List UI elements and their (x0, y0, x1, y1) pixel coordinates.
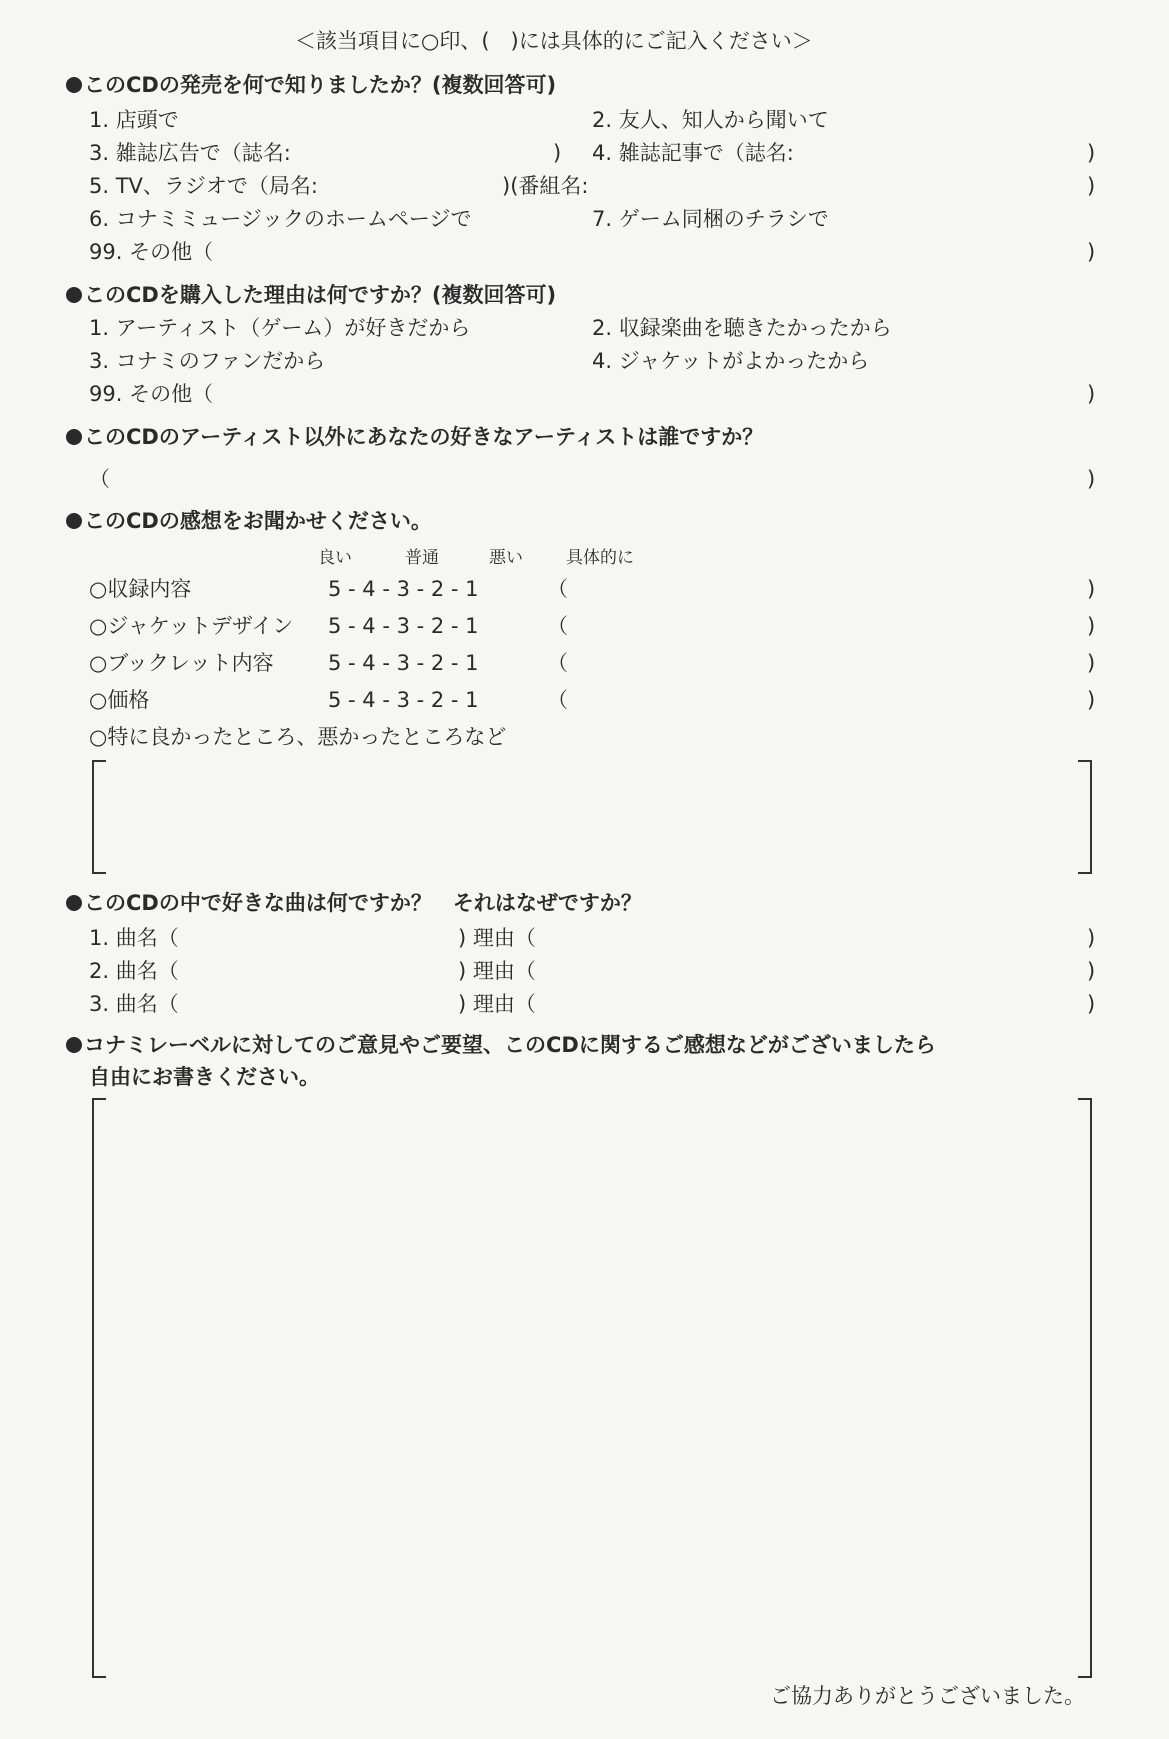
q6-title-line2: 自由にお書きください。 (89, 1065, 320, 1089)
song-reason-field[interactable]: ) 理由（ (458, 959, 536, 983)
q1-option-5-program: )(番組名: (502, 174, 589, 198)
scale-label-normal: 普通 (405, 548, 439, 568)
song-name-field[interactable]: 1. 曲名（ (89, 926, 179, 950)
close-paren: ) (1087, 959, 1096, 983)
bullet-icon (66, 429, 82, 445)
q1-option-7[interactable]: 7. ゲーム同梱のチラシで (592, 207, 829, 231)
rating-scale[interactable]: 5 - 4 - 3 - 2 - 1 (328, 651, 479, 675)
q5-title: このCDの中で好きな曲は何ですか？ それはなぜですか？ (66, 890, 642, 916)
header-instructions: ＜該当項目に○印、( )には具体的にご記入ください＞ (295, 29, 813, 53)
q1-option-1[interactable]: 1. 店頭で (89, 108, 179, 132)
close-paren: ) (1087, 992, 1096, 1016)
q1-option-99[interactable]: 99. その他（ (89, 240, 214, 264)
bullet-icon (66, 287, 82, 303)
q1-option-3[interactable]: 3. 雑誌広告で（誌名: (89, 141, 291, 165)
q4-title: このCDの感想をお聞かせください。 (66, 508, 432, 534)
rating-scale[interactable]: 5 - 4 - 3 - 2 - 1 (328, 577, 479, 601)
q1-title: このCDの発売を何で知りましたか？(複数回答可) (66, 72, 556, 98)
free-comment-label: ○特に良かったところ、悪かったところなど (89, 725, 507, 749)
song-reason-field[interactable]: ) 理由（ (458, 992, 536, 1016)
q3-title: このCDのアーティスト以外にあなたの好きなアーティストは誰ですか？ (66, 424, 763, 450)
rating-comment-field[interactable]: （ (547, 688, 568, 712)
q1-option-6[interactable]: 6. コナミミュージックのホームページで (89, 207, 472, 231)
q6-title: コナミレーベルに対してのご意見やご要望、このCDに関するご感想などがございましたら (66, 1032, 936, 1058)
q1-option-2[interactable]: 2. 友人、知人から聞いて (592, 108, 829, 132)
q1-option-5[interactable]: 5. TV、ラジオで（局名: (89, 174, 318, 198)
feedback-free-area[interactable] (104, 1098, 1084, 1674)
thank-you-message: ご協力ありがとうございました。 (770, 1684, 1085, 1708)
rating-scale[interactable]: 5 - 4 - 3 - 2 - 1 (328, 688, 479, 712)
close-paren: ) (1087, 240, 1096, 264)
close-paren: ) (1087, 467, 1096, 491)
comment-box-right-bracket (1078, 760, 1092, 874)
rating-scale[interactable]: 5 - 4 - 3 - 2 - 1 (328, 614, 479, 638)
q2-option-3[interactable]: 3. コナミのファンだから (89, 349, 326, 373)
bullet-icon (66, 895, 82, 911)
feedback-box-right-bracket (1078, 1098, 1092, 1678)
bullet-icon (66, 1037, 82, 1053)
scale-label-specific: 具体的に (566, 548, 634, 568)
scale-label-bad: 悪い (489, 548, 523, 568)
close-paren: ) (1087, 577, 1096, 601)
close-paren: ) (1087, 926, 1096, 950)
song-name-field[interactable]: 2. 曲名（ (89, 959, 179, 983)
q2-option-4[interactable]: 4. ジャケットがよかったから (592, 349, 870, 373)
close-paren: ) (1087, 688, 1096, 712)
close-paren: ) (1087, 141, 1096, 165)
close-paren: ) (553, 141, 562, 165)
q2-option-2[interactable]: 2. 収録楽曲を聴きたかったから (592, 316, 892, 340)
q2-option-1[interactable]: 1. アーティスト（ゲーム）が好きだから (89, 316, 471, 340)
close-paren: ) (1087, 651, 1096, 675)
rating-row-label: ○価格 (89, 688, 150, 712)
rating-row-label: ○ブックレット内容 (89, 651, 274, 675)
scale-label-good: 良い (318, 548, 352, 568)
song-name-field[interactable]: 3. 曲名（ (89, 992, 179, 1016)
close-paren: ) (1087, 382, 1096, 406)
close-paren: ) (1087, 614, 1096, 638)
rating-comment-field[interactable]: （ (547, 614, 568, 638)
q2-option-99[interactable]: 99. その他（ (89, 382, 214, 406)
close-paren: ) (1087, 174, 1096, 198)
rating-row-label: ○収録内容 (89, 577, 192, 601)
free-comment-area[interactable] (104, 760, 1084, 870)
rating-comment-field[interactable]: （ (547, 651, 568, 675)
q1-option-4[interactable]: 4. 雑誌記事で（誌名: (592, 141, 794, 165)
rating-row-label: ○ジャケットデザイン (89, 614, 294, 638)
song-reason-field[interactable]: ) 理由（ (458, 926, 536, 950)
bullet-icon (66, 513, 82, 529)
q3-answer-field[interactable]: （ (89, 467, 110, 491)
bullet-icon (66, 77, 82, 93)
rating-comment-field[interactable]: （ (547, 577, 568, 601)
q2-title: このCDを購入した理由は何ですか？(複数回答可) (66, 282, 556, 308)
